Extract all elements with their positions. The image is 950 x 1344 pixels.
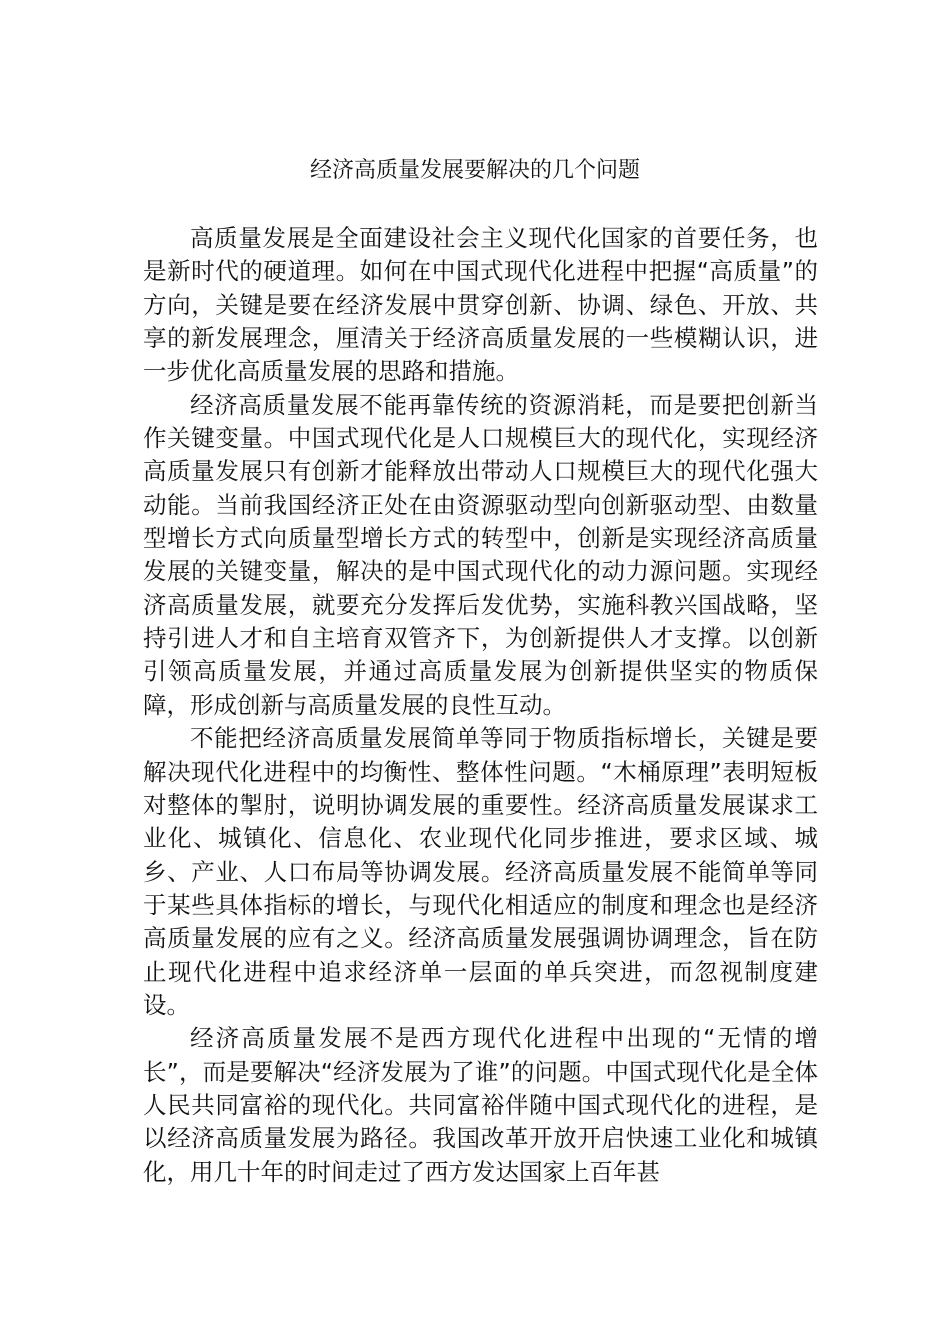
paragraph-1: 高质量发展是全面建设社会主义现代化国家的首要任务，也是新时代的硬道理。如何在中国式现代化进程中把握“高质量”的方向，关键是要在经济发展中贯穿创新、协调、绿色、开放、共享的新发展理念，厘清关于经济高质量发展的一些模糊认识，进一步优化高质量发展的思路和措施。 xyxy=(143,224,818,386)
document-title: 经济高质量发展要解决的几个问题 xyxy=(309,158,640,183)
paragraph-4: 经济高质量发展不是西方现代化进程中出现的“无情的增长”，而是要解决“经济发展为了谁”的问题。中国式现代化是全体人民共同富裕的现代化。共同富裕伴随中国式现代化的进程，是以经济高质量发展为路径。我国改革开放开启快速工业化和城镇化，用几十年的时间走过了西方发达国家上百年甚 xyxy=(143,1024,818,1186)
paragraph-2: 经济高质量发展不能再靠传统的资源消耗，而是要把创新当作关键变量。中国式现代化是人口规模巨大的现代化，实现经济高质量发展只有创新才能释放出带动人口规模巨大的现代化强大动能。当前我国经济正处在由资源驱动型向创新驱动型、由数量型增长方式向质量型增长方式的转型中，创新是实现经济高质量发展的关键变量，解决的是中国式现代化的动力源问题。实现经济高质量发展，就要充分发挥后发优势，实施科教兴国战略，坚持引进人才和自主培育双管齐下，为创新提供人才支撑。以创新引领高质量发展，并通过高质量发展为创新提供坚实的物质保障，形成创新与高质量发展的良性互动。 xyxy=(143,390,818,719)
document-body xyxy=(143,222,818,1189)
paragraph-3: 不能把经济高质量发展简单等同于物质指标增长，关键是要解决现代化进程中的均衡性、整体性问题。“木桶原理”表明短板对整体的掣肘，说明协调发展的重要性。经济高质量发展谋求工业化、城镇化、信息化、农业现代化同步推进，要求区域、城乡、产业、人口布局等协调发展。经济高质量发展不能简单等同于某些具体指标的增长，与现代化相适应的制度和理念也是经济高质量发展的应有之义。经济高质量发展强调协调理念，旨在防止现代化进程中追求经济单一层面的单兵突进，而忽视制度建设。 xyxy=(143,724,818,1019)
